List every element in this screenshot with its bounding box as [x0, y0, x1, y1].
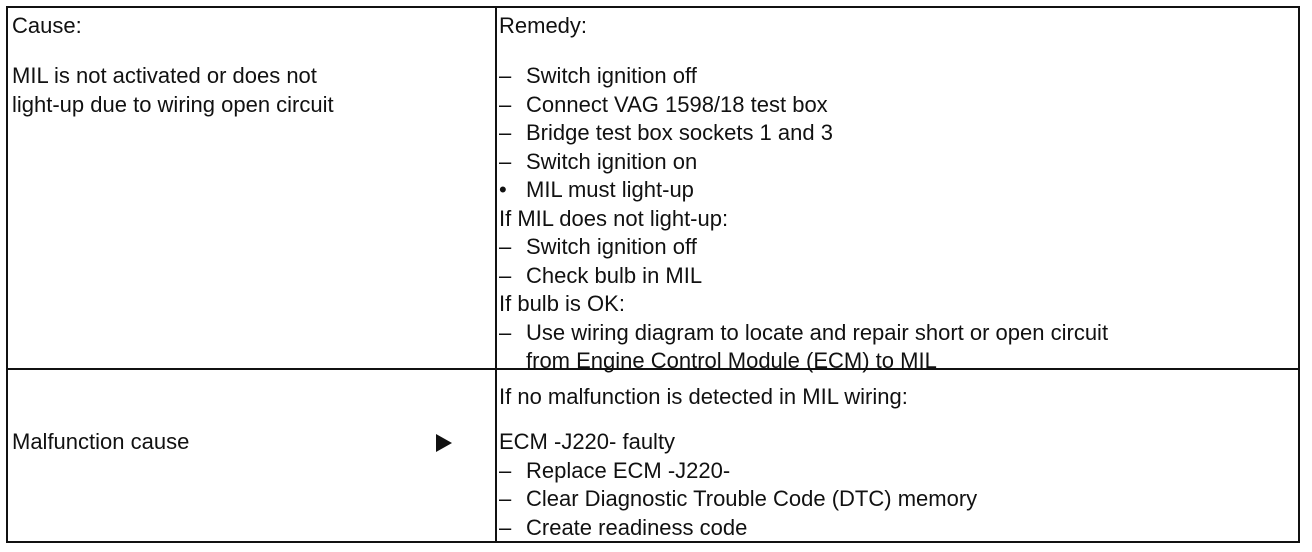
remedy-line: [499, 262, 1108, 291]
repair-table: [6, 6, 1300, 543]
remedy-line-text: Switch ignition on: [526, 148, 698, 174]
remedy-line-text: If MIL does not light-up:: [499, 205, 729, 231]
remedy-line: [499, 485, 977, 514]
remedy-line-text: Connect VAG 1598/18 test box: [526, 91, 828, 117]
remedy-line: [499, 319, 1108, 348]
cause-text-line-1: MIL is not activated or does not: [12, 63, 317, 88]
column-divider: [495, 8, 497, 541]
remedy-line: [499, 148, 1108, 177]
remedy-line: [499, 428, 977, 457]
remedy-line-text: Check bulb in MIL: [526, 262, 703, 288]
remedy-line-text: If bulb is OK:: [499, 291, 625, 316]
dash-marker: –: [499, 457, 512, 483]
remedy-line: [499, 119, 1108, 148]
dash-marker: –: [499, 514, 512, 540]
remedy-line-text: Switch ignition off: [526, 63, 697, 88]
remedy-line: [499, 205, 1108, 234]
dash-marker: –: [499, 319, 512, 345]
remedy-line-text: Switch ignition off: [526, 234, 697, 259]
remedy-line: [499, 233, 1108, 262]
remedy-line-text: Bridge test box sockets 1 and 3: [526, 120, 833, 145]
remedy-line: [499, 91, 1108, 120]
no-malfunction-intro: If no malfunction is detected in MIL wiring:: [499, 384, 908, 409]
bullet-marker: •: [499, 177, 507, 202]
remedy-line: [499, 62, 1108, 91]
dash-marker: –: [499, 486, 512, 511]
remedy-line-text: ECM -J220- faulty: [499, 429, 676, 454]
remedy-line-text: Clear Diagnostic Trouble Code (DTC) memory: [526, 486, 978, 511]
dash-marker: –: [499, 234, 512, 259]
remedy-line-text: MIL must light-up: [526, 177, 694, 202]
dash-marker: –: [499, 63, 512, 88]
ecm-step-list: [499, 428, 977, 542]
remedy-line-text: Replace ECM -J220-: [526, 457, 731, 483]
remedy-line: [499, 176, 1108, 205]
remedy-line-text: Use wiring diagram to locate and repair short or open circuit: [526, 319, 1109, 345]
remedy-line-text: Create readiness code: [526, 514, 748, 540]
remedy-step-list: [499, 62, 1108, 376]
dash-marker: –: [499, 262, 512, 288]
cause-text-line-2: light-up due to wiring open circuit: [12, 91, 334, 117]
right-arrow-icon: [436, 434, 452, 452]
dash-marker: –: [499, 120, 512, 145]
remedy-line: [499, 290, 1108, 319]
dash-marker: –: [499, 148, 512, 174]
cause-label: Cause:: [12, 13, 82, 38]
remedy-line: [499, 514, 977, 543]
remedy-label: Remedy:: [499, 13, 588, 38]
remedy-line-text: from Engine Control Module (ECM) to MIL: [526, 348, 937, 373]
malfunction-cause-label: Malfunction cause: [12, 429, 190, 454]
dash-marker: –: [499, 91, 512, 117]
remedy-line: [499, 347, 1108, 376]
remedy-line: [499, 457, 977, 486]
